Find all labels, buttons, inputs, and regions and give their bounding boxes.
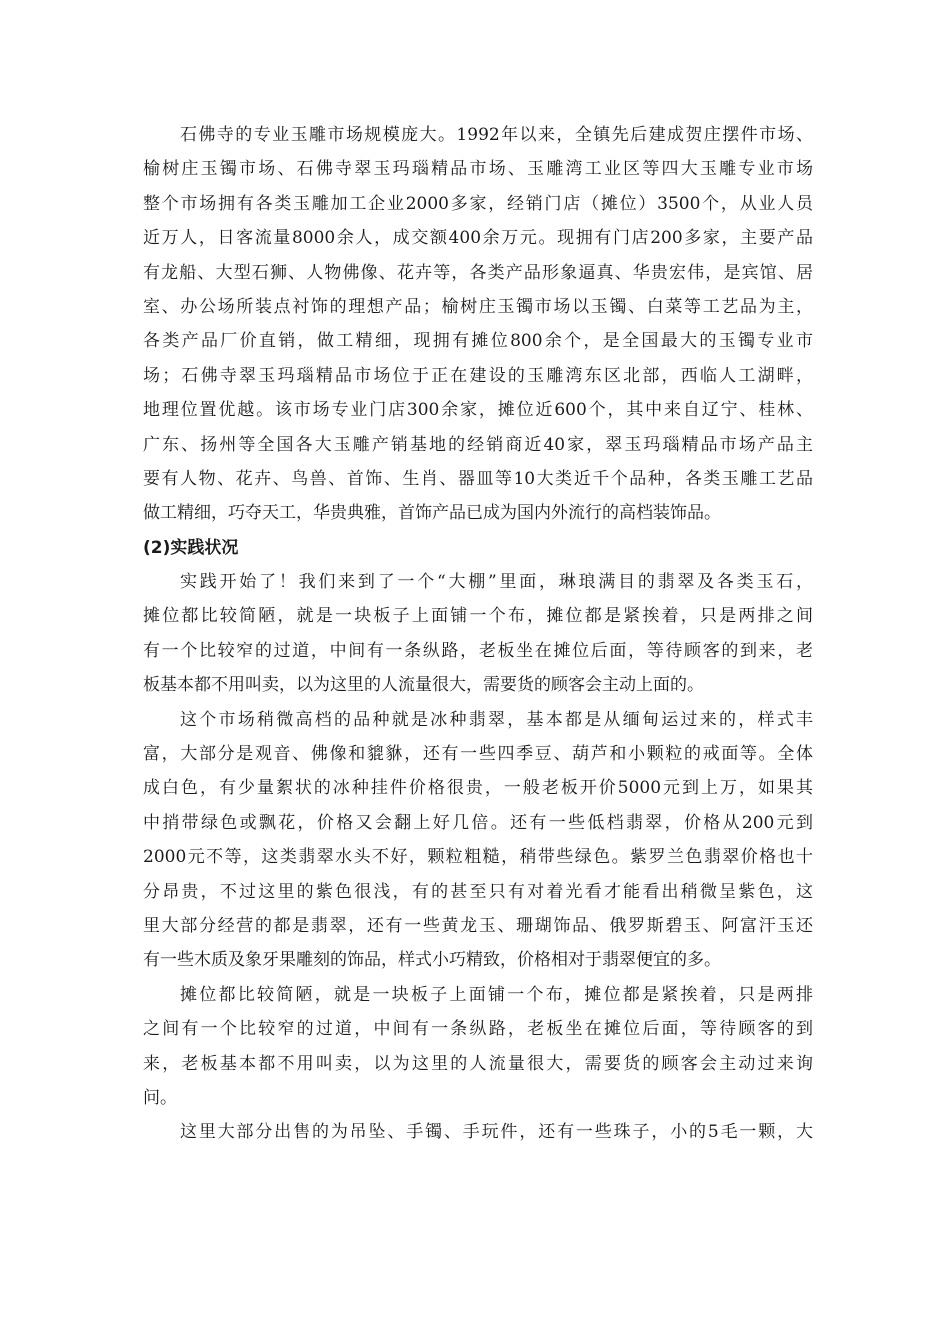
text-line: 分昂贵，不过这里的紫色很浅，有的甚至只有对着光看才能看出稍微呈紫色，这 <box>143 881 813 902</box>
text-line: 之间有一个比较窄的过道，中间有一条纵路，老板坐在摊位后面，等待顾客的到 <box>143 1019 813 1040</box>
text-line: 摊位都比较简陋，就是一块板子上面铺一个布，摊位都是紧挨着，只是两排之间 <box>143 606 813 627</box>
text-line: 成白色，有少量絮状的冰种挂件价格很贵，一般老板开价5000元到上万，如果其 <box>143 778 813 799</box>
text-line: 做工精细，巧夺天工，华贵典雅，首饰产品已成为国内外流行的高档装饰品。 <box>143 503 721 524</box>
text-line: 石佛寺的专业玉雕市场规模庞大。1992年以来，全镇先后建成贺庄摆件市场、 <box>180 125 813 145</box>
text-line: 这个市场稍微高档的品种就是冰种翡翠，基本都是从缅甸运过来的，样式丰 <box>180 709 813 730</box>
text-line: 榆树庄玉镯市场、石佛寺翠玉玛瑙精品市场、玉雕湾工业区等四大玉雕专业市场 <box>143 159 813 180</box>
text-line: 场；石佛寺翠玉玛瑙精品市场位于正在建设的玉雕湾东区北部，西临人工湖畔， <box>143 365 813 386</box>
para-ice-jade <box>143 703 813 978</box>
text-line: 整个市场拥有各类玉雕加工企业2000多家，经销门店（摊位）3500个，从业人员 <box>143 193 813 214</box>
text-line: 富，大部分是观音、佛像和貔貅，还有一些四季豆、葫芦和小颗粒的戒面等。全体 <box>143 744 813 765</box>
text-line: 有龙船、大型石狮、人物佛像、花卉等，各类产品形象逼真、华贵宏伟，是宾馆、居 <box>143 262 813 283</box>
text-line: 里大部分经营的都是翡翠，还有一些黄龙玉、珊瑚饰品、俄罗斯碧玉、阿富汗玉还 <box>143 915 813 936</box>
text-line: 2000元不等，这类翡翠水头不好，颗粒粗糙，稍带些绿色。紫罗兰色翡翠价格也十 <box>143 847 813 868</box>
text-line: 地理位置优越。该市场专业门店300余家，摊位近600个，其中来自辽宁、桂林、 <box>143 400 813 421</box>
text-line: 广东、扬州等全国各大玉雕产销基地的经销商近40家，翠玉玛瑙精品市场产品主 <box>143 434 813 455</box>
text-line: 有一些木质及象牙果雕刻的饰品，样式小巧精致，价格相对于翡翠便宜的多。 <box>143 950 721 971</box>
section-heading: (2)实践状况 <box>143 537 239 558</box>
para-items-sold <box>143 1115 813 1149</box>
text-line: 摊位都比较简陋，就是一块板子上面铺一个布，摊位都是紧挨着，只是两排 <box>180 984 813 1005</box>
para-stalls <box>143 978 813 1116</box>
text-line: 近万人，日客流量8000余人，成交额400余万元。现拥有门店200多家，主要产品 <box>143 228 813 249</box>
text-line: 这里大部分出售的为吊坠、手镯、手玩件，还有一些珠子，小的5毛一颗，大 <box>180 1122 813 1143</box>
text-line: 实践开始了！我们来到了一个“大棚”里面，琳琅满目的翡翠及各类玉石， <box>180 572 813 593</box>
text-line: 板基本都不用叫卖，以为这里的人流量很大，需要货的顾客会主动上面的。 <box>143 675 704 696</box>
text-line: 问。 <box>143 1087 177 1108</box>
text-line: 室、办公场所装点衬饰的理想产品；榆树庄玉镯市场以玉镯、白菜等工艺品为主， <box>143 296 813 317</box>
text-line: 要有人物、花卉、鸟兽、首饰、生肖、器皿等10大类近千个品种，各类玉雕工艺品 <box>143 468 813 489</box>
text-line: 各类产品厂价直销，做工精细，现拥有摊位800余个，是全国最大的玉镯专业市 <box>143 331 813 352</box>
text-line: 中捎带绿色或飘花，价格又会翻上好几倍。还有一些低档翡翠，价格从200元到 <box>143 812 813 833</box>
para-practice-start <box>143 565 813 703</box>
document-page <box>143 118 813 1150</box>
para-jade-market-overview <box>143 118 813 531</box>
text-line: 来，老板基本都不用叫卖，以为这里的人流量很大，需要货的顾客会主动过来询 <box>143 1053 813 1074</box>
text-line: 有一个比较窄的过道，中间有一条纵路，老板坐在摊位后面，等待顾客的到来，老 <box>143 640 813 661</box>
